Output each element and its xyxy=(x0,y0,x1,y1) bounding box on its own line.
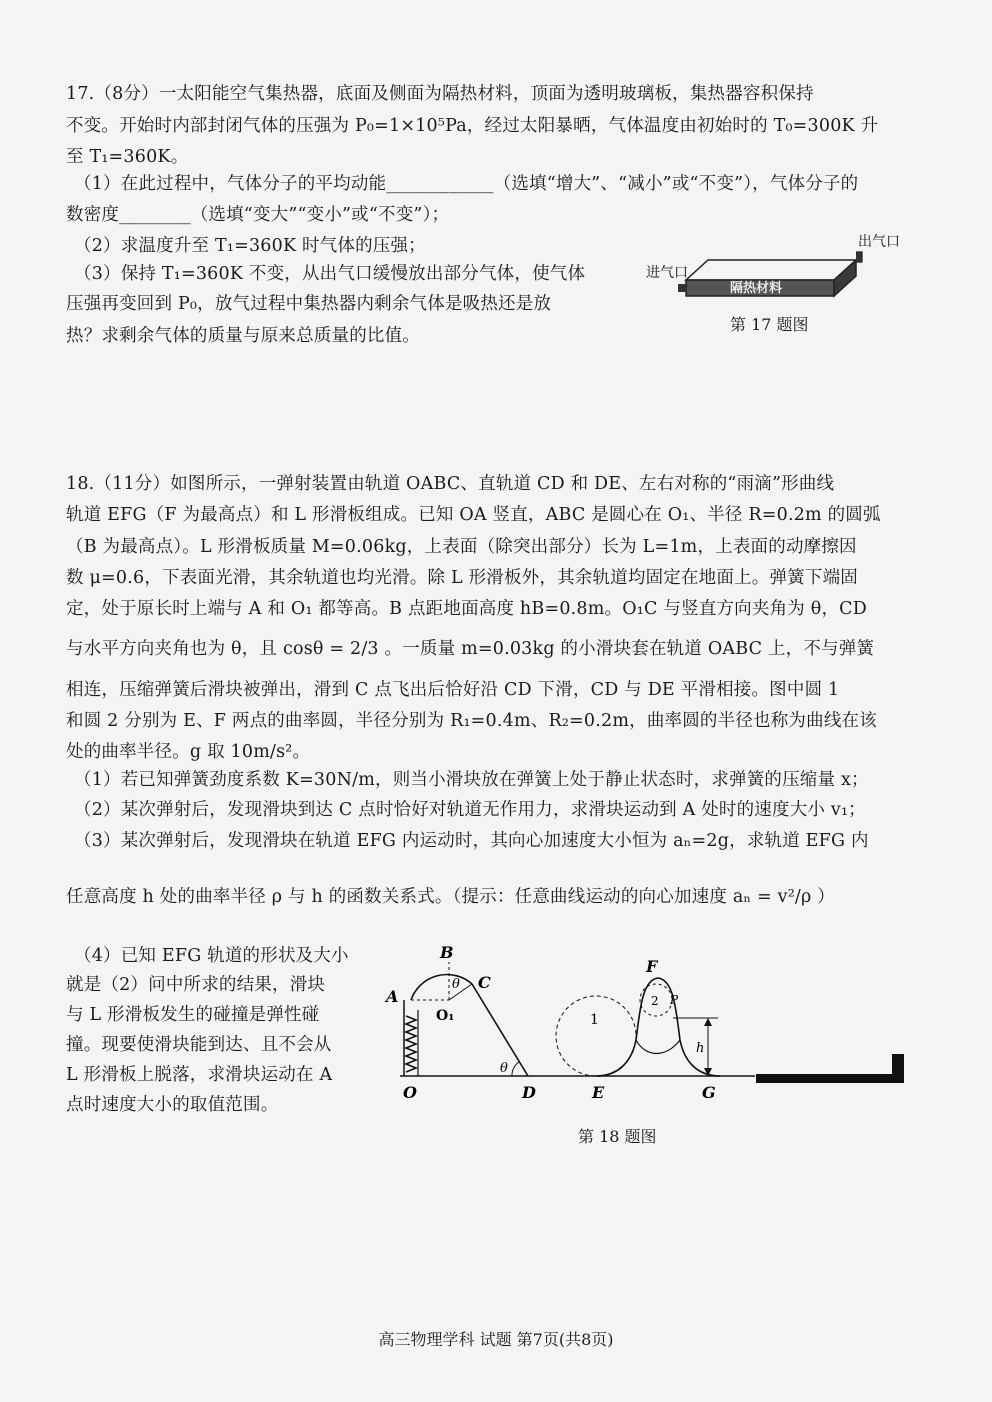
arc-abc xyxy=(411,975,472,1000)
material-label: 隔热材料 xyxy=(730,281,783,296)
label-h: h xyxy=(696,1041,705,1056)
q17-figure xyxy=(640,228,910,308)
label-a: A xyxy=(386,987,399,1006)
q18-part4-line: 点时速度大小的取值范围。 xyxy=(66,1095,279,1115)
q18-part4-line: （4）已知 EFG 轨道的形状及大小 xyxy=(74,946,349,966)
inlet-pipe xyxy=(678,284,686,292)
page-footer: 高三物理学科 试题 第7页(共8页) xyxy=(378,1330,614,1349)
q18-line: （2）某次弹射后，发现滑块到达 C 点时恰好对轨道无作用力，求滑块运动到 A 处时的速度大小 v₁； xyxy=(74,800,866,820)
q17-line: 17.（8分）一太阳能空气集热器，底面及侧面为隔热材料，顶面为透明玻璃板，集热器容积保持 xyxy=(66,84,814,104)
track-efg-inner xyxy=(636,1040,680,1054)
label-p: P xyxy=(670,993,679,1007)
collector-side xyxy=(834,260,856,296)
q17-line: （2）求温度升至 T₁=360K 时气体的压强； xyxy=(74,236,426,256)
q18-line: 轨道 EFG（F 为最高点）和 L 形滑板组成。已知 OA 竖直，ABC 是圆心在 O₁、半径 R=0.2m 的圆弧 xyxy=(66,505,881,525)
q17-line: 数密度________（选填“变大”“变小”或“不变”）； xyxy=(66,205,450,225)
l-board-stop xyxy=(892,1054,904,1083)
inlet-label: 进气口 xyxy=(646,265,688,281)
q18-line: 与水平方向夹角也为 θ，且 cosθ = 2/3 。一质量 m=0.03kg 的小滑块套在轨道 OABC 上，不与弹簧 xyxy=(66,639,875,659)
label-o: O xyxy=(403,1083,417,1102)
q18-part4-line: 与 L 形滑板发生的碰撞是弹性碰 xyxy=(66,1005,320,1025)
label-circle-1: 1 xyxy=(590,1012,599,1028)
q17-line: 不变。开始时内部封闭气体的压强为 P₀=1×10⁵Pa，经过太阳暴晒，气体温度由初始时的 T₀=300K 升 xyxy=(66,116,879,136)
q17-line: 至 T₁=360K。 xyxy=(66,147,189,167)
theta-arc-d xyxy=(512,1062,519,1076)
q18-line: 定，处于原长时上端与 A 和 O₁ 都等高。B 点距地面高度 hB=0.8m。O₁C 与竖直方向夹角为 θ，CD xyxy=(66,599,867,619)
label-g: G xyxy=(702,1083,716,1102)
outlet-label: 出气口 xyxy=(858,234,900,250)
label-f: F xyxy=(646,957,658,976)
q17-line: （1）在此过程中，气体分子的平均动能____________（选填“增大”、“减小”或“不变”），气体分子的 xyxy=(74,174,859,194)
spring xyxy=(406,1016,416,1072)
h-arrow-up xyxy=(704,1018,712,1026)
q17-line: （3）保持 T₁=360K 不变，从出气口缓慢放出部分气体，使气体 xyxy=(74,264,586,284)
label-c: C xyxy=(478,973,491,992)
q18-caption: 第 18 题图 xyxy=(578,1127,657,1146)
label-theta-c: θ xyxy=(452,977,460,992)
label-b: B xyxy=(440,943,454,962)
q18-line: 处的曲率半径。g 取 10m/s²。 xyxy=(66,742,311,762)
q18-line: 任意高度 h 处的曲率半径 ρ 与 h 的函数关系式。（提示：任意曲线运动的向心加速度 aₙ = v²/ρ ） xyxy=(66,887,835,907)
q18-part4-line: L 形滑板上脱落，求滑块运动在 A xyxy=(66,1065,333,1085)
track-efg xyxy=(596,978,720,1076)
l-board xyxy=(756,1074,896,1083)
q18-part4-line: 就是（2）问中所求的结果，滑块 xyxy=(66,975,326,995)
label-e: E xyxy=(592,1083,605,1102)
q18-line: （B 为最高点）。L 形滑板质量 M=0.06kg，上表面（除突出部分）长为 L=1m，上表面的动摩擦因 xyxy=(66,537,857,557)
outlet-pipe xyxy=(856,252,862,262)
q18-line: （1）若已知弹簧劲度系数 K=30N/m，则当小滑块放在弹簧上处于静止状态时，求弹簧的压缩量 x； xyxy=(74,770,869,790)
q17-line: 压强再变回到 P₀，放气过程中集热器内剩余气体是吸热还是放 xyxy=(66,294,552,314)
label-circle-2: 2 xyxy=(651,994,659,1008)
label-theta-d: θ xyxy=(500,1061,508,1076)
collector-top xyxy=(686,260,856,280)
q18-line: 和圆 2 分别为 E、F 两点的曲率圆，半径分别为 R₁=0.4m、R₂=0.2m，曲率圆的半径也称为曲线在该 xyxy=(66,711,877,731)
label-o1: O₁ xyxy=(436,1008,455,1024)
q18-line: 相连，压缩弹簧后滑块被弹出，滑到 C 点飞出后恰好沿 CD 下滑，CD 与 DE 平滑相接。图中圆 1 xyxy=(66,680,840,700)
q18-line: 18.（11分）如图所示，一弹射装置由轨道 OABC、直轨道 CD 和 DE、左右对称的“雨滴”形曲线 xyxy=(66,474,835,494)
q17-caption: 第 17 题图 xyxy=(730,315,809,334)
q18-line: 数 μ=0.6，下表面光滑，其余轨道也均光滑。除 L 形滑板外，其余轨道均固定在地面上。弹簧下端固 xyxy=(66,568,858,588)
q18-part4-line: 撞。现要使滑块能到达、且不会从 xyxy=(66,1035,332,1055)
q18-line: （3）某次弹射后，发现滑块在轨道 EFG 内运动时，其向心加速度大小恒为 aₙ=2g，求轨道 EFG 内 xyxy=(74,831,869,851)
q18-figure xyxy=(370,940,920,1110)
label-d: D xyxy=(522,1083,536,1102)
q17-line: 热？求剩余气体的质量与原来总质量的比值。 xyxy=(66,326,420,346)
